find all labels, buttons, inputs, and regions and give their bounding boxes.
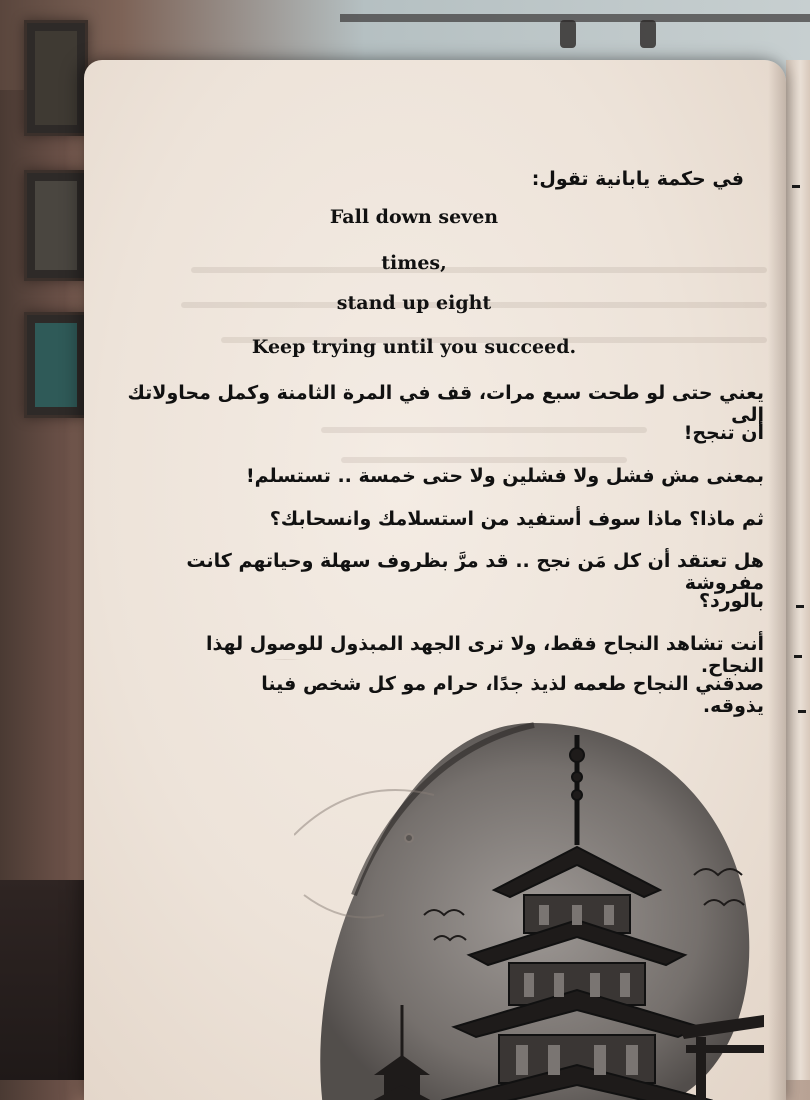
paragraph-6: صدقني النجاح طعمه لذيذ جدًا، حرام مو كل شخص فينا يذوقه. <box>261 673 764 717</box>
proverb-line-1: Fall down seven <box>329 206 499 228</box>
wall-picture-frame <box>24 312 88 418</box>
paragraph-1-line-1: يعني حتى لو طحت سبع مرات، قف في المرة الثامنة وكمل محاولاتك إلى <box>127 382 764 426</box>
wall-picture-frame <box>24 20 88 136</box>
paragraph-3: ثم ماذا؟ ماذا سوف أستفيد من استسلامك وانسحابك؟ <box>269 508 764 530</box>
pagoda-illustration <box>294 715 764 1100</box>
proverb-line-4: Keep trying until you succeed. <box>251 336 577 358</box>
proverb-line-3: stand up eight <box>336 292 492 314</box>
next-page-edge <box>786 60 810 1080</box>
book-page <box>84 60 786 1100</box>
paragraph-5: أنت تشاهد النجاح فقط، ولا ترى الجهد المبذول للوصول لهذا النجاح. <box>206 633 764 677</box>
paragraph-4-line-2: بالورد؟ <box>698 590 764 612</box>
paragraph-1-line-2: أن تنجح! <box>683 422 764 444</box>
proverb-line-2: times, <box>381 252 447 274</box>
ceiling-lamp <box>560 20 576 48</box>
wall-picture-frame <box>24 170 88 281</box>
paragraph-4-line-1: هل تعتقد أن كل مَن نجح .. قد مرَّ بظروف سهلة وحياتهم كانت مفروشة <box>186 550 764 594</box>
intro-line: في حكمة يابانية تقول: <box>531 168 744 190</box>
ceiling-lamp <box>640 20 656 48</box>
paragraph-2: بمعنى مش فشل ولا فشلين ولا حتى خمسة .. تستسلم! <box>245 465 764 487</box>
background-furniture <box>0 880 90 1080</box>
